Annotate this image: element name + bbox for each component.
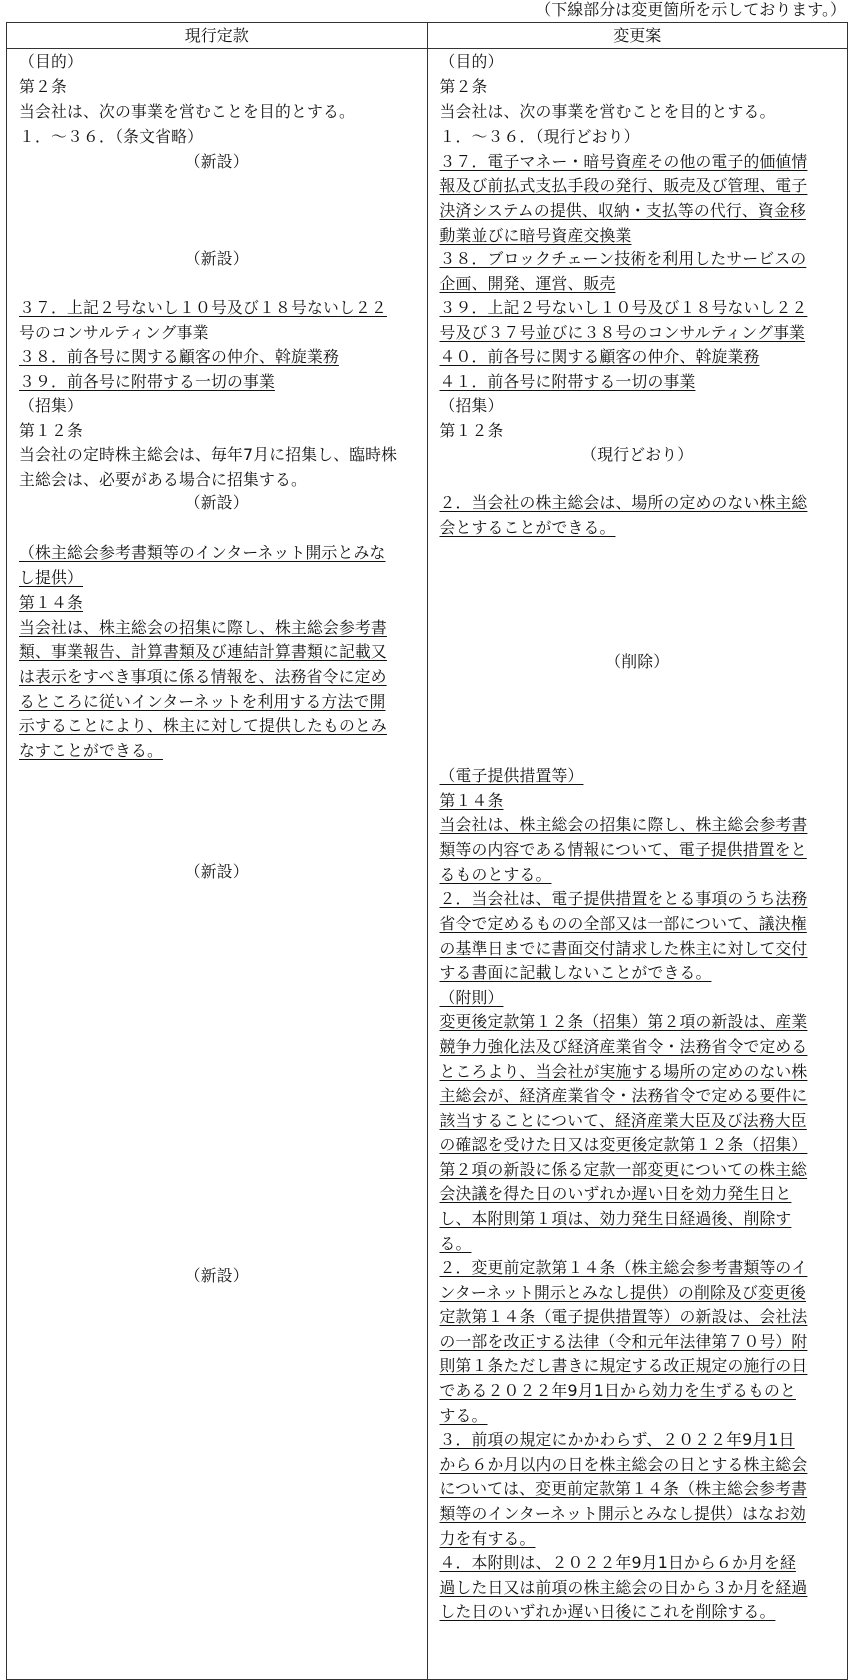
proposed-line: の確認を受けた日又は変更後定款第１２条（招集） bbox=[439, 1135, 808, 1154]
proposed-line: 会とすることができる。 bbox=[439, 518, 616, 537]
proposed-column bbox=[427, 49, 848, 1680]
proposed-line: の基準日までに書面交付請求した株主に対して交付 bbox=[439, 939, 808, 958]
proposed-line: 力を有する。 bbox=[439, 1529, 536, 1548]
current-line: （新設） bbox=[184, 1266, 249, 1285]
proposed-line: 省令で定めるものの全部又は一部について、議決権 bbox=[439, 914, 807, 933]
proposed-line: １．～３６．（現行どおり） bbox=[439, 127, 640, 146]
underline-note: （下線部分は変更箇所を示しております。） bbox=[535, 0, 846, 19]
current-line: 当会社の定時株主総会は、毎年7月に招集し、臨時株 bbox=[19, 445, 398, 464]
proposed-line: から６か月以内の日を株主総会の日とする株主総会 bbox=[439, 1455, 808, 1474]
proposed-line: 変更後定款第１２条（招集）第２項の新設は、産業 bbox=[439, 1012, 808, 1031]
current-line: なすことができる。 bbox=[19, 741, 163, 760]
current-line: 示することにより、株主に対して提供したものとみ bbox=[19, 716, 387, 735]
proposed-line: 第１２条 bbox=[439, 421, 504, 440]
current-line: （新設） bbox=[184, 493, 249, 512]
current-line: 第１２条 bbox=[19, 421, 83, 440]
amendment-table bbox=[6, 22, 848, 1680]
current-line: 当会社は、株主総会の招集に際し、株主総会参考書 bbox=[19, 618, 387, 637]
current-line: 第２条 bbox=[19, 77, 67, 96]
current-line: 類、事業報告、計算書類及び連結計算書類に記載又 bbox=[19, 642, 387, 661]
current-line: は表示をすべき事項に係る情報を、法務省令に定め bbox=[19, 667, 387, 686]
proposed-line: （附則） bbox=[439, 988, 504, 1007]
proposed-line: ２．当会社は、電子提供措置をとる事項のうち法務 bbox=[439, 889, 808, 908]
proposed-line: るものとする。 bbox=[439, 865, 552, 884]
proposed-line: ３．前項の規定にかかわらず、２０２２年9月1日 bbox=[439, 1430, 795, 1449]
proposed-line: る。 bbox=[439, 1234, 472, 1253]
proposed-line: 類等の内容である情報について、電子提供措置をと bbox=[439, 840, 807, 859]
proposed-line: ３８．ブロックチェーン技術を利用したサービスの bbox=[439, 249, 807, 268]
proposed-line: ４１．前各号に附帯する一切の事業 bbox=[439, 372, 696, 391]
current-line: ３７．上記２号ないし１０号及び１８号ないし２２ bbox=[19, 298, 387, 317]
current-line: るところに従いインターネットを利用する方法で開 bbox=[19, 692, 386, 711]
proposed-line: 第２条 bbox=[439, 77, 488, 96]
current-line: （新設） bbox=[184, 249, 249, 268]
proposed-line: ところより、当会社が実施する場所の定めのない株 bbox=[439, 1062, 808, 1081]
proposed-line: 該当することについて、経済産業大臣及び法務大臣 bbox=[439, 1111, 807, 1130]
current-line: （新設） bbox=[184, 862, 249, 881]
current-line: （株主総会参考書類等のインターネット開示とみな bbox=[19, 543, 386, 562]
proposed-line: 定款第１４条（電子提供措置等）の新設は、会社法 bbox=[439, 1307, 808, 1326]
proposed-line: の一部を改正する法律（令和元年法律第７０号）附 bbox=[439, 1332, 808, 1351]
proposed-line: 過した日又は前項の株主総会の日から３か月を経過 bbox=[439, 1578, 808, 1597]
proposed-line: ３９．上記２号ないし１０号及び１８号ないし２２ bbox=[439, 298, 808, 317]
proposed-line: 当会社は、株主総会の招集に際し、株主総会参考書 bbox=[439, 815, 808, 834]
proposed-line: 号及び３７号並びに３８号のコンサルティング事業 bbox=[439, 323, 806, 342]
proposed-line: （招集） bbox=[439, 396, 504, 415]
proposed-line: する書面に記載しないことができる。 bbox=[439, 963, 712, 982]
proposed-line: 動業並びに暗号資産交換業 bbox=[439, 226, 632, 245]
current-line: ３８．前各号に関する顧客の仲介、斡旋業務 bbox=[19, 347, 339, 366]
proposed-line: 当会社は、次の事業を営むことを目的とする。 bbox=[439, 102, 776, 121]
proposed-line: （削除） bbox=[605, 652, 670, 671]
current-line: （目的） bbox=[19, 52, 83, 71]
proposed-line: ンターネット開示とみなし提供）の削除及び変更後 bbox=[439, 1283, 807, 1302]
current-line: し提供） bbox=[19, 568, 83, 587]
proposed-line: 企画、開発、運営、販売 bbox=[439, 274, 616, 293]
header-row bbox=[7, 23, 848, 49]
proposed-line: 第２項の新設に係る定款一部変更についての株主総 bbox=[439, 1160, 808, 1179]
proposed-line: し、本附則第１項は、効力発生日経過後、削除す bbox=[439, 1209, 792, 1228]
proposed-line: ３７．電子マネー・暗号資産その他の電子的価値情 bbox=[439, 152, 808, 171]
proposed-line: については、変更前定款第１４条（株主総会参考書 bbox=[439, 1479, 808, 1498]
current-line: （招集） bbox=[19, 396, 83, 415]
proposed-line: 第１４条 bbox=[439, 791, 504, 810]
current-line: 当会社は、次の事業を営むことを目的とする。 bbox=[19, 102, 355, 121]
proposed-line: ２．当会社の株主総会は、場所の定めのない株主総 bbox=[439, 493, 808, 512]
proposed-line: ４．本附則は、２０２２年9月1日から６か月を経 bbox=[439, 1553, 796, 1572]
proposed-line: である２０２２年9月1日から効力を生ずるものと bbox=[439, 1381, 796, 1400]
proposed-line: する。 bbox=[439, 1406, 488, 1425]
header-current: 現行定款 bbox=[7, 23, 428, 49]
proposed-line: 決済システムの提供、収納・支払等の代行、資金移 bbox=[439, 201, 806, 220]
proposed-line: した日のいずれか遅い日後にこれを削除する。 bbox=[439, 1602, 776, 1621]
current-column bbox=[7, 49, 428, 1680]
proposed-line: ２．変更前定款第１４条（株主総会参考書類等のイ bbox=[439, 1258, 808, 1277]
current-line: 第１４条 bbox=[19, 593, 83, 612]
current-line: 主総会は、必要がある場合に招集する。 bbox=[19, 470, 307, 489]
proposed-line: （現行どおり） bbox=[581, 445, 694, 464]
proposed-line: （目的） bbox=[439, 52, 504, 71]
current-line: ３９．前各号に附帯する一切の事業 bbox=[19, 372, 275, 391]
proposed-line: 主総会が、経済産業省令・法務省令で定める要件に bbox=[439, 1086, 808, 1105]
proposed-line: 会決議を得た日のいずれか遅い日を効力発生日と bbox=[439, 1184, 792, 1203]
proposed-line: 報及び前払式支払手段の発行、販売及び管理、電子 bbox=[439, 176, 808, 195]
body-row bbox=[7, 49, 848, 1680]
proposed-line: ４０．前各号に関する顧客の仲介、斡旋業務 bbox=[439, 347, 760, 366]
proposed-line: 類等のインターネット開示とみなし提供）はなお効 bbox=[439, 1504, 807, 1523]
proposed-line: 則第１条ただし書きに規定する改正規定の施行の日 bbox=[439, 1356, 808, 1375]
header-proposed: 変更案 bbox=[427, 23, 848, 49]
current-line: （新設） bbox=[184, 152, 249, 171]
current-line: 号のコンサルティング事業 bbox=[19, 323, 209, 342]
proposed-line: 競争力強化法及び経済産業省令・法務省令で定める bbox=[439, 1037, 808, 1056]
current-line: １．～３６．（条文省略） bbox=[19, 127, 204, 146]
proposed-line: （電子提供措置等） bbox=[439, 766, 584, 785]
